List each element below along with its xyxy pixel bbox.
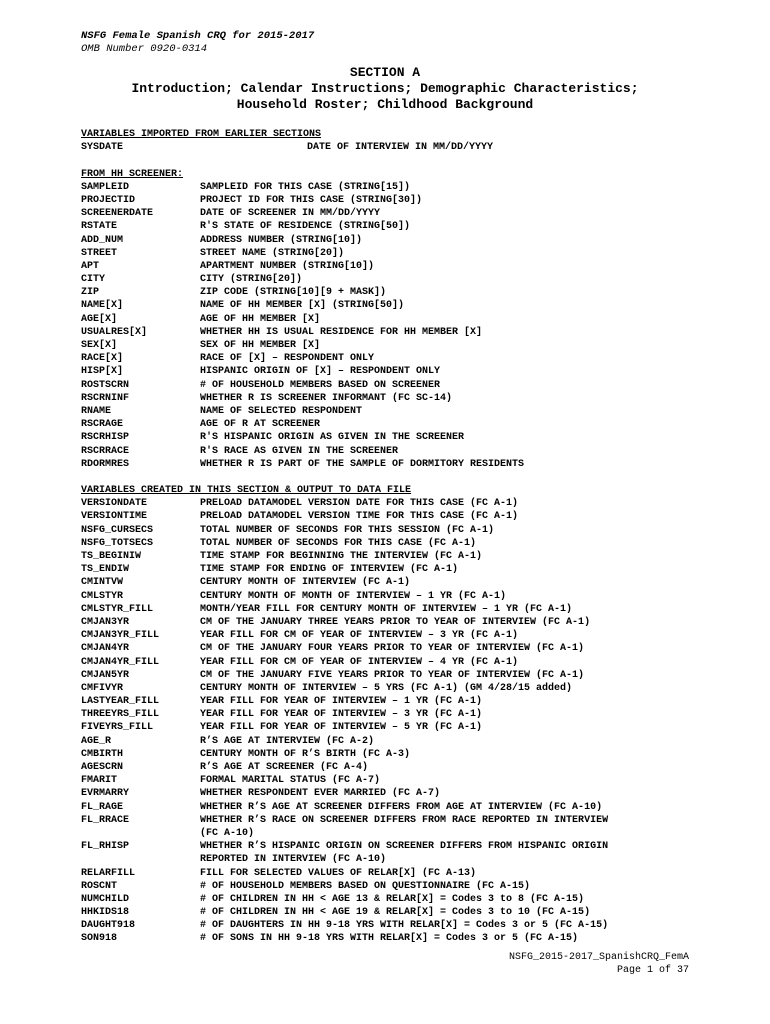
variable-description: ZIP CODE (STRING[10][9 + MASK]): [200, 287, 387, 299]
section-title: SECTION A: [349, 65, 421, 80]
variable-description: TOTAL NUMBER OF SECONDS FOR THIS SESSION (FC A-1): [200, 524, 495, 536]
variable-description: YEAR FILL FOR CM OF YEAR OF INTERVIEW – 3 YR (FC A-1): [200, 630, 519, 642]
variables-block: [81, 128, 701, 946]
variable-row: [81, 392, 701, 405]
variable-name: ZIP: [81, 287, 100, 299]
omb-number: OMB Number 0920-0314: [81, 43, 208, 55]
variable-name: CMJAN4YR_FILL: [81, 656, 160, 668]
variable-row: [81, 880, 701, 893]
variable-name: CMINTVW: [81, 577, 124, 589]
created-heading: VARIABLES CREATED IN THIS SECTION & OUTPUT TO DATA FILE: [81, 485, 412, 497]
variable-name: CMJAN5YR: [81, 669, 130, 681]
variable-name: DAUGHT918: [81, 920, 136, 932]
variable-row: [81, 576, 701, 589]
variable-name: CMJAN3YR_FILL: [81, 630, 160, 642]
variable-row: [81, 405, 701, 418]
variable-name: RDORMRES: [81, 458, 130, 470]
variable-row: [81, 774, 701, 787]
variable-name: SCREENERDATE: [81, 208, 154, 220]
variable-row: [81, 339, 701, 352]
variable-description: ADDRESS NUMBER (STRING[10]): [200, 234, 363, 246]
variable-row: [81, 510, 701, 523]
variable-name: ADD_NUM: [81, 234, 124, 246]
variable-row: [81, 194, 701, 207]
variable-row: [81, 801, 701, 814]
variable-row: [81, 207, 701, 220]
variable-row: [81, 445, 701, 458]
variable-name: FMARIT: [81, 775, 118, 787]
variable-name: TS_BEGINIW: [81, 551, 142, 562]
variable-row: [81, 853, 701, 866]
variable-name: ROSTSCRN: [81, 379, 130, 391]
imported-heading-row: [81, 128, 701, 141]
variable-row: [81, 313, 701, 326]
variable-description: RACE OF [X] – RESPONDENT ONLY: [200, 353, 375, 365]
variable-name: FL_RHISP: [81, 841, 130, 853]
variable-name: SON918: [81, 933, 118, 945]
variable-name: RSCRRACE: [81, 445, 130, 457]
variable-row: [81, 286, 701, 299]
variable-description: DATE OF SCREENER IN MM/DD/YYYY: [200, 208, 381, 220]
variable-description: R'S STATE OF RESIDENCE (STRING[50]): [200, 221, 411, 233]
variable-name: FL_RAGE: [81, 801, 124, 813]
variable-row: [81, 234, 701, 247]
variable-name: RELARFILL: [81, 867, 136, 879]
variable-description: # OF DAUGHTERS IN HH 9-18 YRS WITH RELAR[X] = Codes 3 or 5 (FC A-15): [200, 920, 609, 932]
variable-row: [81, 220, 701, 233]
variable-description: WHETHER R IS PART OF THE SAMPLE OF DORMITORY RESIDENTS: [200, 458, 525, 470]
variable-row: [81, 379, 701, 392]
variable-name: FL_RRACE: [81, 814, 130, 826]
variable-description: YEAR FILL FOR YEAR OF INTERVIEW – 5 YR (FC A-1): [200, 722, 483, 734]
variable-name: STREET: [81, 247, 118, 259]
variable-description: R’S AGE AT SCREENER (FC A-4): [200, 762, 369, 773]
variable-description: # OF HOUSEHOLD MEMBERS BASED ON SCREENER: [200, 379, 441, 391]
variable-description: HISPANIC ORIGIN OF [X] – RESPONDENT ONLY: [200, 366, 441, 378]
variable-description: # OF SONS IN HH 9-18 YRS WITH RELAR[X] = Codes 3 or 5 (FC A-15): [200, 933, 579, 945]
variable-description: YEAR FILL FOR CM OF YEAR OF INTERVIEW – 4 YR (FC A-1): [200, 656, 519, 668]
screener-heading: FROM HH SCREENER:: [81, 168, 184, 180]
variable-description: SEX OF HH MEMBER [X]: [200, 340, 321, 351]
variable-description: CM OF THE JANUARY FOUR YEARS PRIOR TO YEAR OF INTERVIEW (FC A-1): [200, 643, 585, 655]
variable-row: [81, 458, 701, 471]
variable-name: CMLSTYR_FILL: [81, 603, 154, 615]
variable-name: CMJAN4YR: [81, 643, 130, 655]
variable-name: SAMPLEID: [81, 181, 130, 193]
variable-description: YEAR FILL FOR YEAR OF INTERVIEW – 3 YR (FC A-1): [200, 709, 483, 721]
variable-name: CMBIRTH: [81, 748, 124, 760]
variable-description: WHETHER RESPONDENT EVER MARRIED (FC A-7): [200, 788, 441, 800]
variable-description: SAMPLEID FOR THIS CASE (STRING[15]): [200, 181, 411, 193]
variable-row: [81, 761, 701, 774]
variable-row: [81, 748, 701, 761]
variable-name: USUALRES[X]: [81, 326, 148, 338]
variable-description: YEAR FILL FOR YEAR OF INTERVIEW – 1 YR (FC A-1): [200, 696, 483, 708]
variable-row: [81, 642, 701, 655]
imported-heading: VARIABLES IMPORTED FROM EARLIER SECTIONS: [81, 129, 322, 140]
variable-description: TIME STAMP FOR BEGINNING THE INTERVIEW (FC A-1): [200, 551, 483, 562]
variable-name: RSCRNINF: [81, 392, 130, 404]
variable-description: REPORTED IN INTERVIEW (FC A-10): [200, 854, 387, 866]
created-heading-row: [81, 484, 701, 497]
variable-description: WHETHER R IS SCREENER INFORMANT (FC SC-14): [200, 392, 453, 404]
variable-name: RSCRHISP: [81, 432, 130, 444]
variable-name: VERSIONDATE: [81, 498, 148, 510]
variable-name: CMFIVYR: [81, 682, 124, 694]
variable-row: [81, 906, 701, 919]
variable-name: EVRMARRY: [81, 788, 130, 800]
variable-description: NAME OF HH MEMBER [X] (STRING[50]): [200, 300, 405, 312]
variable-description: WHETHER R’S RACE ON SCREENER DIFFERS FROM RACE REPORTED IN INTERVIEW: [200, 814, 609, 826]
variable-row: [81, 616, 701, 629]
variable-row: [81, 840, 701, 853]
variable-name: AGE_R: [81, 735, 112, 747]
variable-row: [81, 431, 701, 444]
variable-description: WHETHER HH IS USUAL RESIDENCE FOR HH MEMBER [X]: [200, 326, 483, 338]
variable-row: [81, 352, 701, 365]
variable-row: [81, 827, 701, 840]
variable-name: CITY: [81, 274, 106, 286]
variable-row: [81, 260, 701, 273]
variable-name: APT: [81, 260, 100, 272]
variable-row: [81, 563, 701, 576]
variable-name: THREEYRS_FILL: [81, 709, 160, 721]
variable-name: NSFG_CURSECS: [81, 524, 154, 536]
variable-name: SEX[X]: [81, 340, 118, 351]
variable-description: AGE OF R AT SCREENER: [200, 419, 321, 431]
variable-name: NAME[X]: [81, 300, 124, 312]
variable-description: R'S RACE AS GIVEN IN THE SCREENER: [200, 445, 399, 457]
variable-row: [81, 365, 701, 378]
variable-row: [81, 590, 701, 603]
variable-description: CENTURY MONTH OF MONTH OF INTERVIEW – 1 YR (FC A-1): [200, 590, 507, 602]
variable-name: SYSDATE: [81, 142, 124, 154]
variable-description: PROJECT ID FOR THIS CASE (STRING[30]): [200, 194, 423, 206]
variable-row: [81, 326, 701, 339]
created-variable-list: [81, 497, 701, 945]
sysdate-row: [81, 141, 701, 154]
variable-name: RSTATE: [81, 221, 118, 233]
variable-row: [81, 787, 701, 800]
variable-name: AGESCRN: [81, 762, 124, 773]
variable-description: CENTURY MONTH OF INTERVIEW – 5 YRS (FC A-1) (GM 4/28/15 added): [200, 682, 573, 694]
variable-name: PROJECTID: [81, 194, 136, 206]
variable-row: [81, 735, 701, 748]
variable-row: [81, 656, 701, 669]
variable-description: # OF CHILDREN IN HH < AGE 19 & RELAR[X] = Codes 3 to 10 (FC A-15): [200, 907, 591, 919]
variable-description: TIME STAMP FOR ENDING OF INTERVIEW (FC A-1): [200, 564, 459, 576]
variable-description: FILL FOR SELECTED VALUES OF RELAR[X] (FC A-13): [200, 867, 477, 879]
variable-description: APARTMENT NUMBER (STRING[10]): [200, 260, 375, 272]
variable-row: [81, 181, 701, 194]
screener-heading-row: [81, 168, 701, 181]
variable-description: PRELOAD DATAMODEL VERSION DATE FOR THIS CASE (FC A-1): [200, 498, 519, 510]
variable-name: RACE[X]: [81, 353, 124, 365]
variable-description: # OF HOUSEHOLD MEMBERS BASED ON QUESTIONNAIRE (FC A-15): [200, 880, 531, 892]
variable-row: [81, 273, 701, 286]
variable-name: HISP[X]: [81, 366, 124, 378]
variable-row: [81, 247, 701, 260]
variable-name: CMLSTYR: [81, 590, 124, 602]
variable-name: RNAME: [81, 405, 112, 417]
variable-description: MONTH/YEAR FILL FOR CENTURY MONTH OF INTERVIEW – 1 YR (FC A-1): [200, 603, 573, 615]
section-subtitle-line1: Introduction; Calendar Instructions; Demographic Characteristics;: [131, 81, 639, 96]
variable-name: AGE[X]: [81, 313, 118, 325]
variable-name: ROSCNT: [81, 880, 118, 892]
variable-description: # OF CHILDREN IN HH < AGE 13 & RELAR[X] = Codes 3 to 8 (FC A-15): [200, 893, 585, 905]
footer-page-number: Page 1 of 37: [616, 965, 689, 976]
variable-description: STREET NAME (STRING[20]): [200, 247, 345, 259]
variable-name: VERSIONTIME: [81, 511, 148, 523]
variable-row: [81, 497, 701, 510]
variable-row: [81, 537, 701, 550]
variable-description: FORMAL MARITAL STATUS (FC A-7): [200, 775, 381, 787]
footer-document-name: NSFG_2015-2017_SpanishCRQ_FemA: [508, 952, 689, 963]
variable-row: [81, 867, 701, 880]
variable-description: AGE OF HH MEMBER [X]: [200, 313, 321, 325]
variable-name: HHKIDS18: [81, 907, 130, 919]
variable-row: [81, 682, 701, 695]
variable-description: R'S HISPANIC ORIGIN AS GIVEN IN THE SCREENER: [200, 432, 465, 444]
variable-description: (FC A-10): [200, 827, 255, 839]
variable-name: NSFG_TOTSECS: [81, 537, 154, 549]
variable-row: [81, 524, 701, 537]
variable-description: DATE OF INTERVIEW IN MM/DD/YYYY: [307, 142, 494, 154]
variable-name: NUMCHILD: [81, 893, 130, 905]
variable-row: [81, 695, 701, 708]
variable-row: [81, 550, 701, 563]
variable-row: [81, 814, 701, 827]
variable-description: CENTURY MONTH OF INTERVIEW (FC A-1): [200, 577, 411, 589]
variable-description: CM OF THE JANUARY THREE YEARS PRIOR TO YEAR OF INTERVIEW (FC A-1): [200, 616, 591, 628]
variable-row: [81, 919, 701, 932]
variable-row: [81, 629, 701, 642]
variable-name: TS_ENDIW: [81, 564, 130, 576]
variable-description: CENTURY MONTH OF R’S BIRTH (FC A-3): [200, 748, 411, 760]
section-subtitle-line2: Household Roster; Childhood Background: [236, 97, 534, 112]
variable-row: [81, 603, 701, 616]
variable-row: [81, 893, 701, 906]
variable-description: TOTAL NUMBER OF SECONDS FOR THIS CASE (FC A-1): [200, 537, 477, 549]
variable-name: FIVEYRS_FILL: [81, 722, 154, 734]
variable-description: CITY (STRING[20]): [200, 274, 303, 286]
variable-row: [81, 669, 701, 682]
variable-name: CMJAN3YR: [81, 616, 130, 628]
variable-description: PRELOAD DATAMODEL VERSION TIME FOR THIS CASE (FC A-1): [200, 511, 519, 523]
variable-description: WHETHER R’S AGE AT SCREENER DIFFERS FROM AGE AT INTERVIEW (FC A-10): [200, 801, 603, 813]
variable-row: [81, 932, 701, 945]
variable-description: R’S AGE AT INTERVIEW (FC A-2): [200, 735, 375, 747]
document-header-title: NSFG Female Spanish CRQ for 2015-2017: [81, 30, 315, 42]
variable-row: [81, 418, 701, 431]
variable-row: [81, 721, 701, 734]
variable-row: [81, 708, 701, 721]
variable-description: CM OF THE JANUARY FIVE YEARS PRIOR TO YEAR OF INTERVIEW (FC A-1): [200, 669, 585, 681]
screener-variable-list: [81, 181, 701, 471]
variable-description: WHETHER R’S HISPANIC ORIGIN ON SCREENER DIFFERS FROM HISPANIC ORIGIN: [200, 841, 609, 853]
variable-row: [81, 299, 701, 312]
variable-description: NAME OF SELECTED RESPONDENT: [200, 405, 363, 417]
variable-name: LASTYEAR_FILL: [81, 696, 160, 708]
variable-name: RSCRAGE: [81, 419, 124, 431]
